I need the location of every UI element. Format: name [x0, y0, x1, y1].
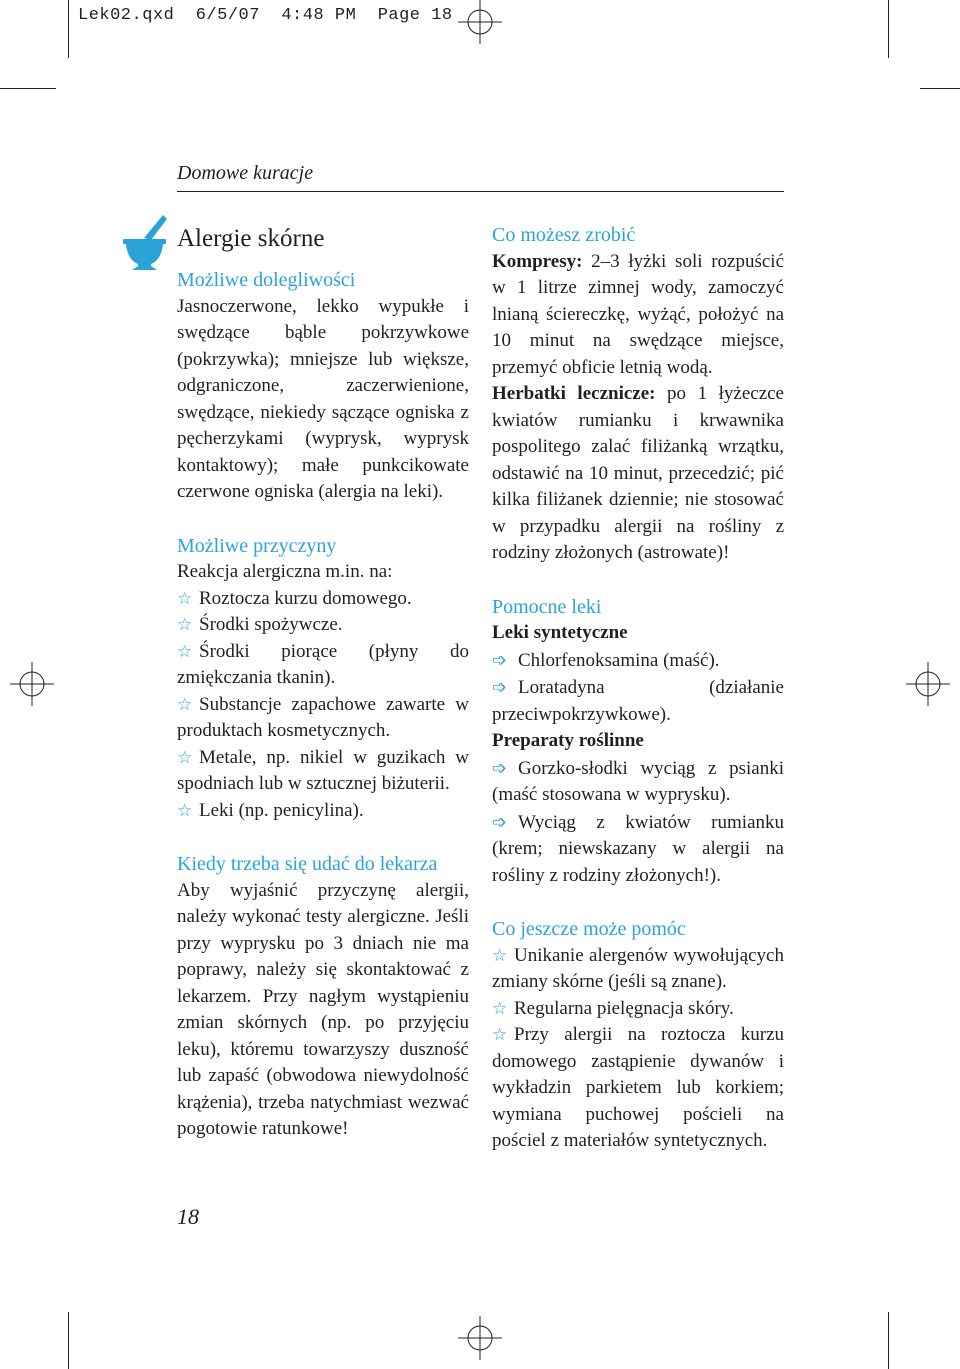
star-icon: ☆ — [492, 1025, 508, 1044]
synthetic-item: ➩ Chlorfenoksamina (maść). — [492, 647, 784, 675]
star-icon: ☆ — [177, 588, 193, 608]
star-icon: ☆ — [492, 998, 508, 1018]
registration-mark-left-icon — [10, 662, 54, 706]
registration-mark-top-icon — [458, 0, 502, 44]
medicines-heading: Pomocne leki — [492, 595, 602, 618]
arrow-icon: ➩ — [492, 677, 508, 697]
arrow-icon: ➩ — [492, 811, 508, 832]
cause-item: ☆ Substancje zapachowe zawarte w produktach kosmetycznych. — [177, 693, 469, 741]
arrow-icon: ➩ — [492, 757, 508, 778]
registration-mark-bottom-icon — [458, 1316, 502, 1360]
compresses-paragraph — [492, 249, 784, 382]
star-icon: ☆ — [177, 694, 193, 714]
cause-item: ☆ Środki spożywcze. — [177, 612, 469, 639]
synthetic-item: ➩ Loratadyna (działanie przeciwpokrzywkowe). — [492, 674, 784, 728]
running-header: Domowe kuracje — [177, 162, 314, 184]
teas-text: po 1 łyżeczce kwiatów rumianku i krwawnika pospolitego zalać filiżanką wrzątku, odstawić na 10 minut, przecedzić; pić kilka filiżanek dziennie; nie stosować w przypadku alergii na rośliny z rodziny złożonych (astrowate)! — [492, 383, 784, 563]
star-icon: ☆ — [177, 641, 193, 661]
slug-time: 4:48 PM — [281, 6, 357, 25]
crop-mark-bottom-right-v — [888, 1312, 889, 1369]
symptoms-heading: Możliwe dolegliwości — [177, 269, 356, 291]
cause-item: ☆ Środki piorące (płyny do zmiękczania tkanin). — [177, 640, 469, 688]
symptoms-text: Jasnoczerwone, lekko wypukłe i swędzące bąble pokrzywkowe (pokrzywka); mniejsze lub większe, odgraniczone, zaczerwienione, swędzące, niekiedy sączące ogniska z pęcherzykami (wyprysk, wyprysk kontaktowy); małe punkcikowate czerwone ogniska (alergia na leki). — [177, 295, 469, 502]
slug-file: Lek02.qxd — [78, 6, 175, 25]
cause-item: ☆ Leki (np. penicylina). — [177, 798, 469, 825]
mortar-pestle-icon — [122, 212, 168, 272]
page-number: 18 — [177, 1204, 199, 1229]
causes-heading: Możliwe przyczyny — [177, 534, 337, 557]
doctor-heading: Kiedy trzeba się udać do lekarza — [177, 853, 438, 875]
crop-mark-top-right-h — [920, 88, 960, 89]
extra-item: ☆ Unikanie alergenów wywołujących zmiany skórne (jeśli są znane). — [492, 944, 784, 992]
crop-mark-top-left-v — [68, 0, 69, 58]
slug-page: Page 18 — [377, 6, 453, 25]
star-icon: ☆ — [177, 747, 193, 767]
slug-date: 6/5/07 — [195, 6, 260, 25]
teas-paragraph — [492, 381, 784, 567]
star-icon: ☆ — [177, 615, 193, 634]
herbal-item: ➩ Wyciąg z kwiatów rumianku (krem; niewskazany w alergii na rośliny z rodziny złożonych!). — [492, 809, 784, 890]
synthetic-label: Leki syntetyczne — [492, 622, 628, 643]
extra-item: ☆ Przy alergii na roztocza kurzu domowego zastąpienie dywanów i wykładzin parkietem lub korkiem; wymiana puchowej pościeli na pościel z materiałów syntetycznych. — [492, 1024, 784, 1151]
self-help-heading: Co możesz zrobić — [492, 224, 636, 246]
star-icon: ☆ — [492, 945, 508, 965]
extra-item: ☆ Regularna pielęgnacja skóry. — [492, 996, 784, 1023]
arrow-icon: ➩ — [492, 649, 508, 670]
doctor-text: Aby wyjaśnić przyczynę alergii, należy wykonać testy alergiczne. Jeśli przy wyprysku po 3 dniach nie ma poprawy, należy się skontaktować z lekarzem. Przy nagłym wystąpieniu zmian skórnych (np. po przyjęciu leku), któremu towarzyszy duszność lub zapaść (obwodowa niewydolność krążenia), trzeba natychmiast wezwać pogotowie ratunkowe! — [177, 879, 469, 1139]
registration-mark-right-icon — [906, 662, 950, 706]
header-rule — [177, 191, 784, 192]
crop-mark-top-right-v — [888, 0, 889, 58]
extra-heading: Co jeszcze może pomóc — [492, 918, 686, 940]
print-slug — [78, 6, 453, 25]
causes-intro: Reakcja alergiczna m.in. na: — [177, 561, 393, 582]
cause-item: ☆ Roztocza kurzu domowego. — [177, 586, 469, 613]
left-column — [177, 222, 469, 1143]
right-column — [492, 222, 784, 1155]
compresses-text: 2–3 łyżki soli rozpuścić w 1 litrze zimnej wody, zamoczyć lnianą ściereczkę, wyżąć, położyć na 10 minut na swędzące miejsce, przemyć obficie letnią wodą. — [492, 250, 785, 378]
herbal-label: Preparaty roślinne — [492, 730, 644, 751]
herbal-item: ➩ Gorzko-słodki wyciąg z psianki (maść stosowana w wyprysku). — [492, 755, 784, 809]
cause-item: ☆ Metale, np. nikiel w guzikach w spodniach lub w sztucznej biżuterii. — [177, 746, 469, 794]
crop-mark-top-left-h — [0, 88, 56, 89]
article-title: Alergie skórne — [177, 225, 325, 252]
compresses-label: Kompresy: — [492, 250, 583, 272]
teas-label: Herbatki lecznicze: — [492, 383, 656, 404]
star-icon: ☆ — [177, 800, 193, 820]
crop-mark-bottom-left-v — [68, 1312, 69, 1369]
